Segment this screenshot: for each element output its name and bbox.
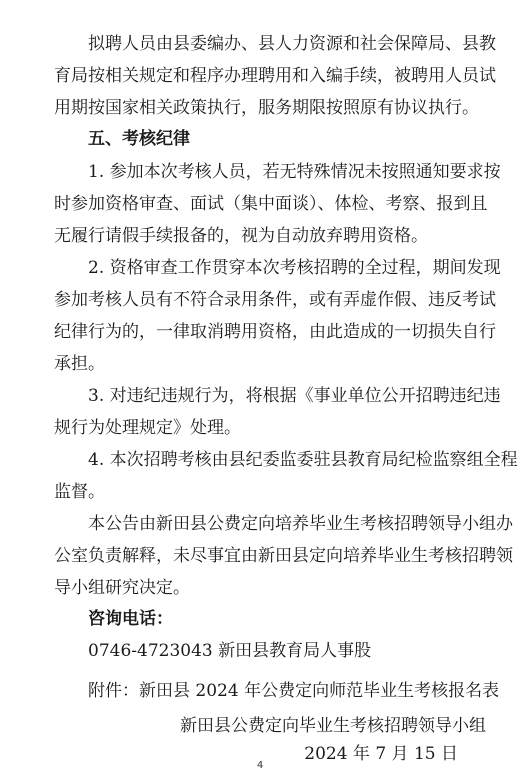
discipline-item-4-line-1: 4. 本次招聘考核由县纪委监委驻县教育局纪检监察组全程 xyxy=(88,450,518,470)
discipline-item-2-line-1: 2. 资格审查工作贯穿本次考核招聘的全过程，期间发现 xyxy=(88,258,501,278)
interpretation-line-2: 公室负责解释，未尽事宜由新田县定向培养毕业生考核招聘领 xyxy=(54,546,513,566)
employment-paragraph-line-3: 用期按国家相关政策执行，服务期限按照原有协议执行。 xyxy=(54,98,479,118)
discipline-item-2-line-2: 参加考核人员有不符合录用条件，或有弄虚作假、违反考试 xyxy=(54,290,496,310)
discipline-item-4-line-2: 监督。 xyxy=(54,482,105,502)
employment-paragraph-line-1: 拟聘人员由县委编办、县人力资源和社会保障局、县教 xyxy=(88,34,496,54)
signature-date: 2024 年 7 月 15 日 xyxy=(304,744,458,764)
section-heading-discipline: 五、考核纪律 xyxy=(88,129,190,149)
contact-phone-line: 0746-4723043 新田县教育局人事股 xyxy=(88,641,372,661)
signature-organization: 新田县公费定向毕业生考核招聘领导小组 xyxy=(180,716,486,736)
contact-heading: 咨询电话： xyxy=(88,609,173,629)
discipline-item-2-line-3: 纪律行为的，一律取消聘用资格，由此造成的一切损失自行 xyxy=(54,322,496,342)
interpretation-line-1: 本公告由新田县公费定向培养毕业生考核招聘领导小组办 xyxy=(88,514,513,534)
page-number: 4 xyxy=(256,760,264,771)
discipline-item-1-line-2: 时参加资格审查、面试（集中面谈）、体检、考察、报到且 xyxy=(54,194,488,214)
discipline-item-1-line-1: 1. 参加本次考核人员，若无特殊情况未按照通知要求按 xyxy=(88,162,501,182)
discipline-item-3-line-1: 3. 对违纪违规行为，将根据《事业单位公开招聘违纪违 xyxy=(88,386,501,406)
attachment-line: 附件：新田县 2024 年公费定向师范毕业生考核报名表 xyxy=(88,681,500,701)
discipline-item-1-line-3: 无履行请假手续报备的，视为自动放弃聘用资格。 xyxy=(54,226,428,246)
discipline-item-2-line-4: 承担。 xyxy=(54,354,105,374)
discipline-item-3-line-2: 规行为处理规定》处理。 xyxy=(54,418,241,438)
employment-paragraph-line-2: 育局按相关规定和程序办理聘用和入编手续，被聘用人员试 xyxy=(54,66,496,86)
interpretation-line-3: 导小组研究决定。 xyxy=(54,578,190,598)
